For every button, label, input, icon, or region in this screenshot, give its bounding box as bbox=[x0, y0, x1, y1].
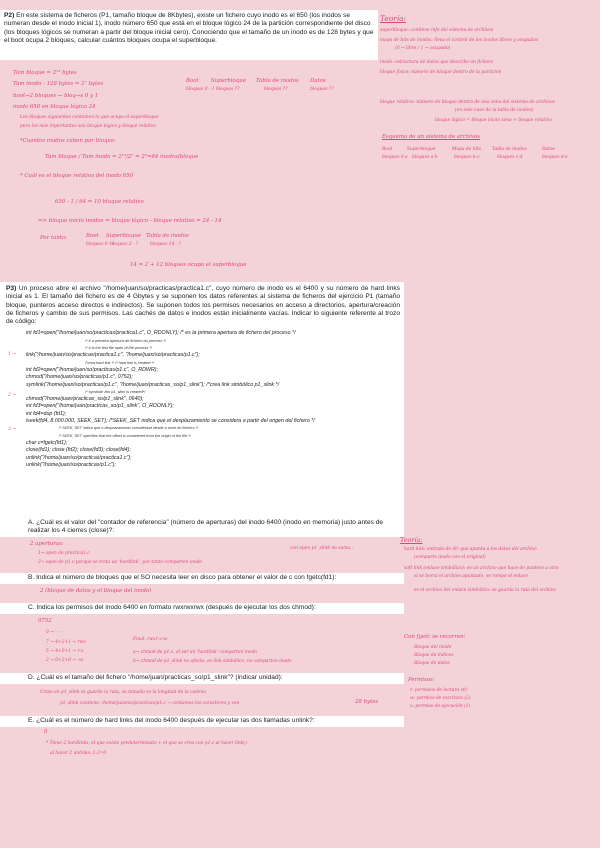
p3-box bbox=[0, 282, 404, 518]
question-b bbox=[0, 573, 404, 584]
answer-c-3: 7 → 4+2+1 → rwx bbox=[46, 640, 86, 645]
diagram2-col-superbloque: Superbloque bbox=[106, 233, 141, 239]
diagram1-sub-superbloque: bloques ?? bbox=[216, 87, 240, 92]
teoria2-line-2: (comparte inodo con el original) bbox=[414, 555, 486, 560]
teoria2-title: Teoría: bbox=[400, 536, 423, 544]
code-line: unlink("/home/juan/so/practicas/practica1.c"); bbox=[26, 454, 132, 461]
note-inicio-inodos: => bloque inicio inodos = bloque lógico - bloque relativo = 24 - 14 bbox=[38, 218, 222, 224]
question-a bbox=[0, 518, 404, 537]
diagram2-sub-boot: bloques 0 - 1 bbox=[86, 242, 115, 247]
p2-statement-box bbox=[0, 10, 378, 60]
code-line: char c=fgetc(fd1); bbox=[26, 439, 68, 446]
answer-a-3: 2→ open de p1.c porque se trata un 'hardlink', por tanto comparten inodo bbox=[38, 560, 203, 565]
diagram2-col-inodos: Tabla de inodos bbox=[146, 233, 189, 239]
diagram1-col-datos: Datos bbox=[310, 78, 326, 84]
code-line: /* symbolic link p1_slink is created*/ bbox=[26, 389, 146, 394]
esquema-sub-boot: bloques 0-a bbox=[382, 155, 408, 160]
code-line: int fd3=open("/home/juan/practicas_so/p1_slink", O_RDONLY); bbox=[26, 403, 174, 410]
teoria2-line-5: es el archivo del enlace simbólico: se guarda la ruta del archivo bbox=[414, 588, 557, 593]
teoria1-line-8: bloque lógico = bloque inicio zona + bloque relativo bbox=[435, 118, 552, 123]
teoria1-line-1: superbloque: contiene info del sistema de archivos bbox=[380, 28, 494, 33]
question-d-label: D. bbox=[28, 674, 35, 681]
p3-text: Un proceso abre el archivo "/home/juan/so/practicas/practica1.c", cuyo número de inodo es el 6400 y su número de hard links inicial es 1. El tamaño del fichero es de 4 Gbytes y se suponen los datos referentes al sistema de ficheros del ejercicio P1 (tamaño bloque, punteros acceso directos e indirectos). Se suponen todos los permisos necesarios en acceso a directorios, apertura/creación de ficheros y cambio de sus permisos. Las cachés de datos e inodos están inicialmente vacías. Indicar lo siguiente referente al trozo de código: bbox=[6, 285, 400, 326]
teoria1-line-7: (en este caso de la tabla de inodos) bbox=[455, 108, 534, 113]
question-a-text: ¿Cuál es el valor del "contador de referencia" (número de aperturas) del inodo 6400 (inodo en memoria) justo antes de realizar los 4 cierres (close)?: bbox=[28, 519, 384, 534]
code-line: /* SEEK_SET indica que o desprazamento considérase desde a orixe do ficheiro */ bbox=[26, 426, 199, 431]
p2-statement bbox=[4, 12, 374, 45]
esquema-sub-inodos: bloques c-d bbox=[497, 155, 523, 160]
answer-c-1: 0752 bbox=[38, 618, 52, 624]
note-por-tanto: Por tanto: bbox=[40, 235, 68, 241]
diagram2-sub-superbloque: bloques 2 - ? bbox=[110, 242, 139, 247]
teoria1-line-3: (0 → libre / 1 → ocupado) bbox=[395, 46, 451, 51]
teoria1-title: Teoría: bbox=[380, 14, 406, 23]
teoria2-perm-1: r: permisos de lectura (4) bbox=[410, 688, 467, 693]
teoria1-line-4: inodo: estructura de datos que describe un fichero bbox=[380, 60, 493, 65]
note-inodos-por-bloque: *Cuantos inodos caben por bloque: bbox=[20, 138, 116, 144]
code-margin-2: 2 → bbox=[8, 393, 16, 398]
note-inodo-650: inodo 650 en bloque lógico 24 bbox=[13, 104, 96, 110]
code-line: chmod("/home/juan/so/practicas/p1.c", 0752); bbox=[26, 374, 133, 381]
teoria2-fgetc-title: Con fgetc se recorren: bbox=[404, 634, 466, 640]
question-d-text: ¿Cuál es el tamaño del fichero "/home/juan/practicas_so/p1_slink"? (indicar unidad): bbox=[36, 674, 283, 681]
note-bloque-relativo: * Cuál es el bloque relativo del inodo 650 bbox=[20, 173, 134, 179]
code-line: close(fd1); close (fd2); close(fd3); close(fd4); bbox=[26, 447, 131, 454]
code-line: /*crea hard link */ /* hard link is created */ bbox=[26, 360, 155, 365]
answer-a-4: con open p1_slink no suma... bbox=[290, 546, 355, 551]
note-following-blocks: Los bloques siguientes contienen lo que ocupa el superbloque bbox=[20, 115, 159, 120]
teoria2-fgetc-3: Bloque de datos bbox=[414, 661, 450, 666]
answer-b-1: 2 (bloque de datos y el bloque del inodo) bbox=[40, 588, 152, 594]
answer-d-1: Como en p1_slink se guarda la ruta, su tamaño es la longitud de la cadena bbox=[40, 690, 206, 695]
code-line: symlink("/home/juan/so/practicas/p1.c", "/home/juan/practicas_so/p1_slink"); /*crea link simbólico p1_slink */ bbox=[26, 381, 280, 388]
answer-e-3: al hacer 2 unlinks: 2-2=0 bbox=[50, 751, 107, 756]
note-tam-bloque: Tam bloque = 2¹³ bytes bbox=[13, 70, 77, 76]
answer-e-1: 0 bbox=[44, 729, 48, 735]
teoria2-fgetc-1: Bloque del inodo bbox=[414, 645, 452, 650]
code-line: int fd2=open("/home/juan/so/practicas/p1.c", O_RDWR); bbox=[26, 366, 158, 373]
teoria2-line-4: si se borra el archivo apuntado, se rompe el enlace bbox=[414, 574, 528, 579]
question-d bbox=[0, 673, 404, 684]
code-line: link("/home/juan/so/practicas/practica1.c", "/home/juan/so/practicas/p1.c"); bbox=[26, 352, 200, 359]
question-c bbox=[0, 603, 404, 614]
esquema-col-superbloque: Superbloque bbox=[407, 147, 436, 152]
answer-d-3: 28 bytes bbox=[355, 699, 379, 705]
answer-e-2: * Tiene 2 hardlinks, el que existe predeterminado + el que se crea con p1.c al hacer link() bbox=[46, 741, 247, 746]
code-line: lseek(fd4, 8.000.000, SEEK_SET); /*SEEK_SET indica que el desplazamiento se considera a partir del origen del fichero */ bbox=[26, 418, 315, 425]
esquema-col-inodos: Tabla de inodos bbox=[492, 147, 527, 152]
note-tam-inodo: Tam inodo : 128 bytes = 2⁷ bytes bbox=[13, 81, 104, 87]
diagram1-col-boot: Boot bbox=[186, 78, 199, 84]
teoria2-fgetc-2: Bloque de índices bbox=[414, 653, 454, 658]
diagram2-col-boot: Boot bbox=[86, 233, 99, 239]
code-line: int fd4=dup (fd1); bbox=[26, 410, 67, 417]
teoria2-line-3: soft link (enlace simbólico): es un archivo que hace de puntero a otro bbox=[404, 566, 559, 571]
p3-label: P3) bbox=[6, 285, 17, 292]
answer-c-7: a→ chmod de p1.c, al ser un 'hardlink' comparten inodo bbox=[133, 650, 258, 655]
question-e-label: E. bbox=[28, 717, 35, 724]
p3-statement bbox=[6, 285, 400, 326]
esquema-col-boot: Boot bbox=[382, 147, 393, 152]
question-b-label: B. bbox=[28, 574, 35, 581]
question-a-label: A. bbox=[28, 519, 35, 526]
note-calc-650: 650 - 1 / 64 = 10 bloque relativo bbox=[55, 199, 144, 205]
answer-c-6: Final: rwxr-x-w- bbox=[133, 637, 169, 642]
code-block bbox=[6, 330, 400, 469]
p2-text: En este sistema de ficheros (P1, tamaño bloque de 8Kbytes), existe un fichero cuyo inodo es el 650 (los inodos se numeran desde el inodo inicial 1), inodo número 650 que está en el bloque lógico 24 de la partición correspondiente del disco (los bloques lógicos se numeran a partir del bloque inicial cero). Conociendo que el tamaño de un inodo es de 128 bytes y que el boot ocupa 2 bloques, calcular cuántos bloques ocupa el superbloque. bbox=[4, 12, 374, 44]
diagram1-col-inodos: Tabla de inodos bbox=[256, 78, 299, 84]
teoria2-perm-3: x: permiso de ejecución (1) bbox=[410, 704, 471, 709]
teoria2-line-1: hard link: entrada de dir que apunta a los datos del archivo bbox=[404, 547, 537, 552]
teoria1-line-2: mapa de bits de inodos: lleva el control de los inodos libres y ocupados bbox=[380, 38, 539, 43]
answer-d-2: p1_slink contiene: /home/juan/so/practicas/p1.c → contamos los caracteres y son bbox=[60, 701, 240, 706]
code-line: /* SEEK_SET specifies that the offset is considered from the origin of the file */ bbox=[26, 433, 191, 438]
teoria1-line-6: bloque relativo: número de bloque dentro de una zona del sistema de archivos bbox=[380, 100, 555, 105]
code-line: unlink("/home/juan/so/practicas/p1.c"); bbox=[26, 461, 117, 468]
diagram1-sub-boot: bloques 0 - 1 bbox=[186, 87, 215, 92]
answer-a-1: 2 aperturas: bbox=[30, 541, 64, 547]
answer-a-2: 1→ open de practica1.c bbox=[38, 551, 90, 556]
diagram1-col-superbloque: Superbloque bbox=[211, 78, 246, 84]
question-b-text: Indica el número de bloques que el SO necesita leer en disco para obtener el valor de c con fgetc(fd1): bbox=[36, 574, 337, 581]
code-margin-1: 1 → bbox=[8, 352, 16, 357]
note-boot: boot→2 bloques → bloq→s 0 y 1 bbox=[13, 93, 99, 99]
teoria2-perm-title: Permisos: bbox=[408, 677, 435, 683]
code-line: chmod("/home/juan/practicas_so/p1_slink", 0640); bbox=[26, 396, 144, 403]
p2-label: P2) bbox=[4, 12, 15, 19]
esquema-sub-datos: bloques d-e bbox=[542, 155, 568, 160]
code-line: /* it is the first file open of the process */ bbox=[26, 346, 152, 351]
answer-c-5: 2 → 0+2+0 → -w- bbox=[46, 658, 85, 663]
code-line: /* é a primeira apertura de ficheiro do proceso */ bbox=[26, 338, 166, 343]
diagram2-sub-inodos: bloques 14 - ? bbox=[150, 242, 181, 247]
note-result: 14 = 2 + 12 bloques ocupa el superbloque bbox=[130, 262, 247, 268]
code-margin-3: 3 → bbox=[8, 427, 16, 432]
code-line: int fd1=open("/home/juan/so/practicas/practica1.c", O_RDONLY); /* es la primera apertura de fichero del proceso */ bbox=[26, 330, 296, 337]
esquema-sub-superbloque: bloques a-b bbox=[412, 155, 438, 160]
teoria2-perm-2: w: permiso de escritura (2) bbox=[410, 696, 471, 701]
answer-c-2: 0 → - - - bbox=[46, 630, 63, 635]
esquema-col-mapa: Mapa de bits bbox=[452, 147, 481, 152]
diagram1-sub-inodos: bloques ?? bbox=[264, 87, 288, 92]
question-c-text: Indica los permisos del inodo 6400 en formato rwxrwxrwx (después de ejecutar los dos chmod): bbox=[36, 604, 316, 611]
diagram1-sub-datos: bloques ?? bbox=[310, 87, 334, 92]
esquema-sub-mapa: bloques b-c bbox=[454, 155, 480, 160]
note-important: pero los más importantes son bloque lógico y bloque relativo bbox=[20, 124, 156, 129]
question-c-label: C. bbox=[28, 604, 35, 611]
teoria1-line-5: bloque físico: número de bloque dentro de la partición bbox=[380, 70, 502, 75]
answer-c-4: 5 → 4+0+1 → r-x bbox=[46, 649, 84, 654]
question-e bbox=[0, 716, 404, 727]
question-e-text: ¿Cuál es el número de hard links del inodo 6400 después de ejecutar las dos llamadas unlink?: bbox=[36, 717, 315, 724]
esquema-col-datos: Datos bbox=[542, 147, 555, 152]
note-division: Tam bloque / Tam inodo = 2¹³/2⁷ = 2⁶=64 inodos/bloque bbox=[45, 154, 199, 160]
answer-c-8: b→ chmod de p1_slink no afecta, es link simbólico, no comparten inodo bbox=[133, 659, 292, 664]
esquema-title: Esquema de un sistema de archivos bbox=[382, 134, 480, 140]
